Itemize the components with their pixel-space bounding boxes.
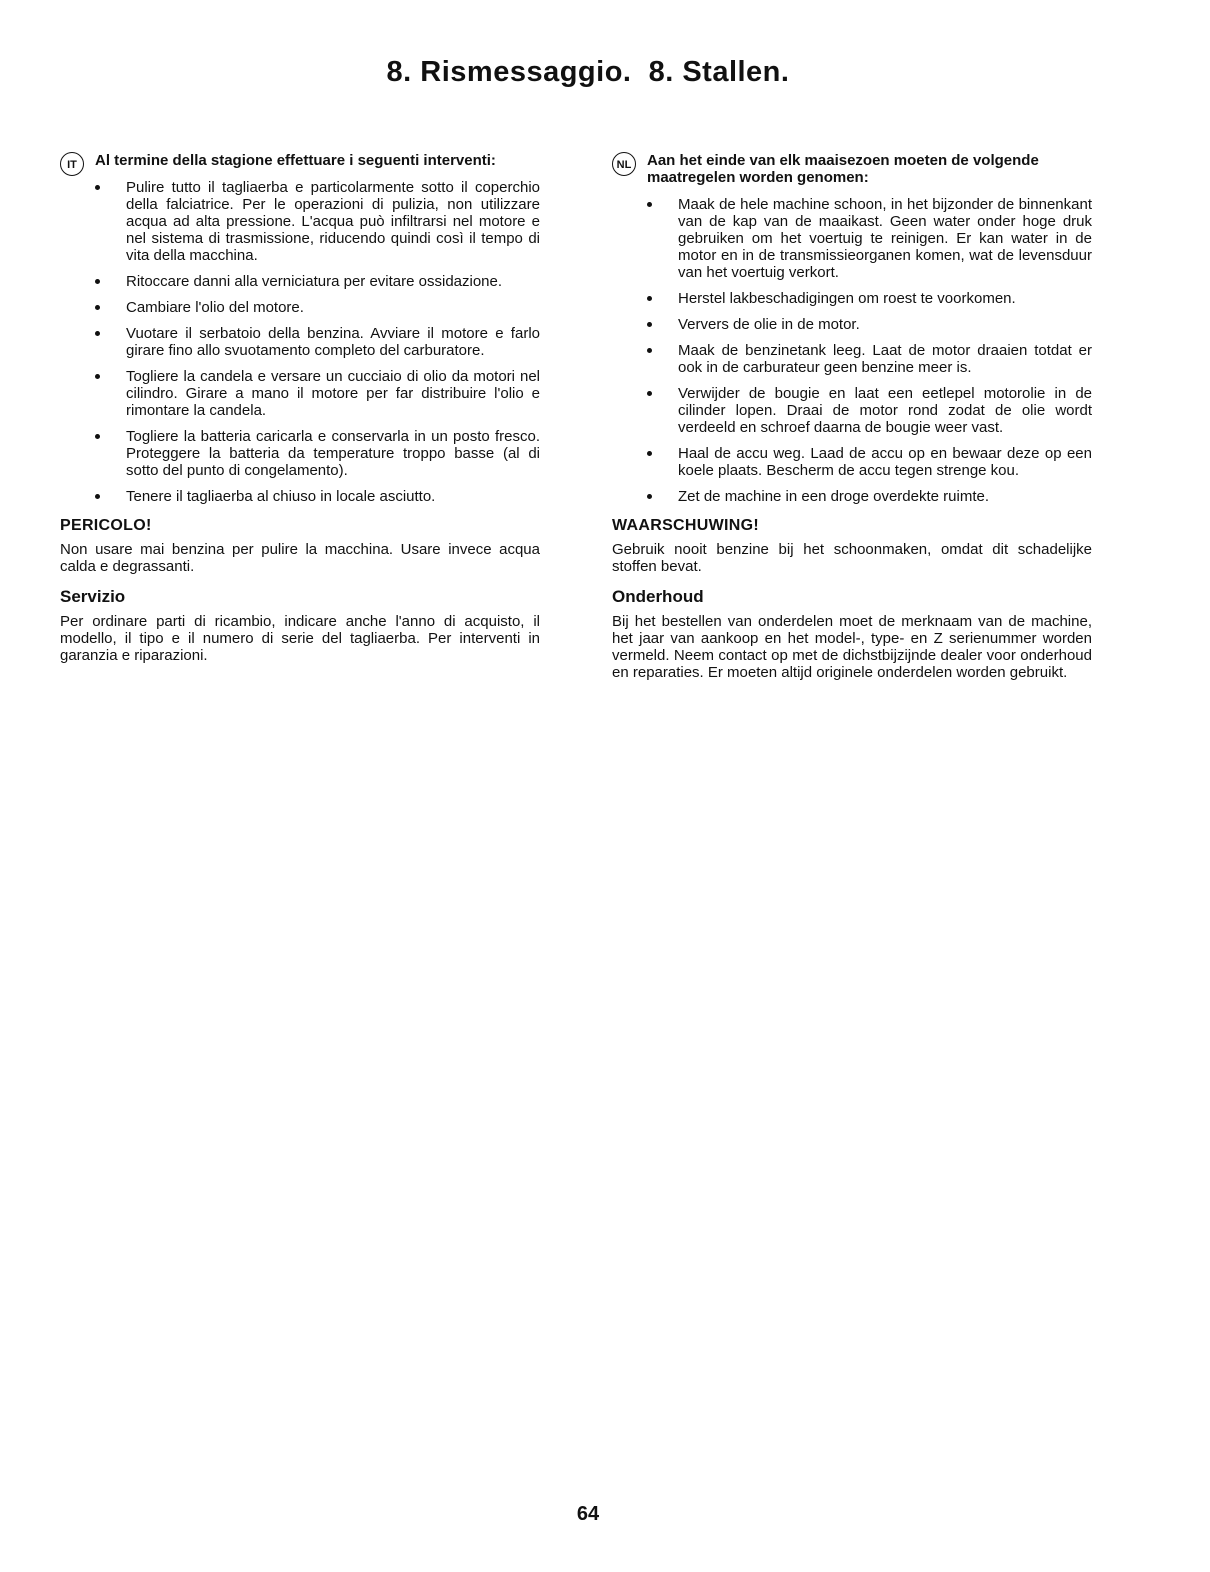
- dutch-service-text: Bij het bestellen van onderdelen moet de merknaam van de machine, het jaar van aankoop en het model-, type- en Z serienummer worden vermeld. Neem contact op met de dichstbijzijnde dealer voor onderhoud en reparaties. Er moeten altijd originele onderdelen worden gebruikt.: [612, 613, 1092, 681]
- list-item: Maak de benzinetank leeg. Laat de motor draaien totdat er ook in de carburateur geen benzine meer is.: [612, 342, 1092, 376]
- dutch-column: [612, 152, 1092, 681]
- dutch-intro: [612, 152, 1092, 186]
- list-item: Tenere il tagliaerba al chiuso in locale asciutto.: [60, 488, 540, 505]
- bullet-icon: [95, 434, 100, 439]
- page-title: 8. Rismessaggio. 8. Stallen.: [386, 56, 790, 88]
- dutch-intro-text: Aan het einde van elk maaisezoen moeten de volgende maatregelen worden genomen:: [647, 152, 1039, 186]
- bullet-icon: [95, 374, 100, 379]
- bullet-icon: [95, 185, 100, 190]
- italian-maintenance-list: [60, 179, 540, 505]
- bullet-icon: [95, 494, 100, 499]
- bullet-icon: [647, 494, 652, 499]
- dutch-warning-title: WAARSCHUWING!: [612, 517, 759, 534]
- dutch-maintenance-list: [612, 196, 1092, 505]
- page-number: 64: [576, 1503, 600, 1525]
- bullet-icon: [647, 451, 652, 456]
- bullet-icon: [95, 279, 100, 284]
- list-item: Togliere la candela e versare un cucciaio di olio da motori nel cilindro. Girare a mano il motore per far distribuire l'olio e rimontare la candela.: [60, 368, 540, 419]
- italian-warning-text: Non usare mai benzina per pulire la macchina. Usare invece acqua calda e degrassanti.: [60, 541, 540, 575]
- list-item: Pulire tutto il tagliaerba e particolarmente sotto il coperchio della falciatrice. Per le operazioni di pulizia, non utilizzare acqua ad alta pressione. L'acqua può infiltrarsi nel motore e nel sistema di trasmissione, riducendo quindi così il tempo di vita della macchina.: [60, 179, 540, 264]
- italian-intro: [60, 152, 540, 169]
- bullet-icon: [647, 296, 652, 301]
- italian-service-text: Per ordinare parti di ricambio, indicare anche l'anno di acquisto, il modello, il tipo e il numero di serie del tagliaerba. Per interventi in garanzia e riparazioni.: [60, 613, 540, 664]
- list-item: Maak de hele machine schoon, in het bijzonder de binnenkant van de kap van de maaikast. Geen water onder hoge druk gebruiken om het voertuig te reinigen. Er kan water in de motor en in de transmissieorganen komen, wat de levensduur van het voertuig verkort.: [612, 196, 1092, 281]
- list-item: Herstel lakbeschadigingen om roest te voorkomen.: [612, 290, 1092, 307]
- bullet-icon: [95, 305, 100, 310]
- bullet-icon: [647, 391, 652, 396]
- dutch-warning-text: Gebruik nooit benzine bij het schoonmaken, omdat dit schadelijke stoffen bevat.: [612, 541, 1092, 575]
- list-item: Ververs de olie in de motor.: [612, 316, 1092, 333]
- list-item: Vuotare il serbatoio della benzina. Avviare il motore e farlo girare fino allo svuotamento completo del carburatore.: [60, 325, 540, 359]
- list-item: Verwijder de bougie en laat een eetlepel motorolie in de cilinder lopen. Draai de motor rond zodat de olie wordt verdeeld en schroef daarna de bougie weer vast.: [612, 385, 1092, 436]
- language-it-icon: IT: [60, 152, 84, 176]
- italian-service-title: Servizio: [60, 587, 126, 606]
- list-item: Ritoccare danni alla verniciatura per evitare ossidazione.: [60, 273, 540, 290]
- italian-column: [60, 152, 540, 664]
- language-nl-icon: NL: [612, 152, 636, 176]
- bullet-icon: [647, 202, 652, 207]
- bullet-icon: [95, 331, 100, 336]
- italian-intro-text: Al termine della stagione effettuare i seguenti interventi:: [95, 152, 496, 169]
- italian-warning-title: PERICOLO!: [60, 517, 152, 534]
- list-item: Zet de machine in een droge overdekte ruimte.: [612, 488, 1092, 505]
- list-item: Cambiare l'olio del motore.: [60, 299, 540, 316]
- bullet-icon: [647, 322, 652, 327]
- list-item: Haal de accu weg. Laad de accu op en bewaar deze op een koele plaats. Bescherm de accu tegen strenge kou.: [612, 445, 1092, 479]
- bullet-icon: [647, 348, 652, 353]
- list-item: Togliere la batteria caricarla e conservarla in un posto fresco. Proteggere la batteria da temperature troppo basse (al di sotto del punto di congelamento).: [60, 428, 540, 479]
- dutch-service-title: Onderhoud: [612, 587, 704, 606]
